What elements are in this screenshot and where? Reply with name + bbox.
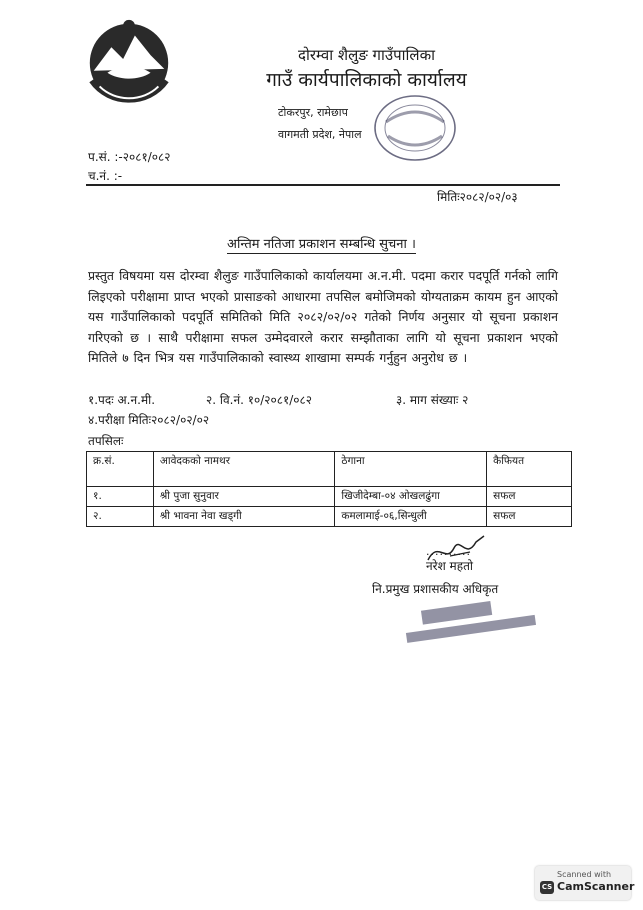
cell-serial: २. — [87, 507, 154, 527]
cell-remarks: सफल — [487, 487, 572, 507]
table-label: तपसिलः — [88, 434, 124, 448]
detail-post: १.पदः अ.न.मी. — [88, 393, 156, 407]
signatory-title: नि.प्रमुख प्रशासकीय अधिकृत — [372, 582, 499, 596]
cell-remarks: सफल — [487, 507, 572, 527]
cell-address: खिजीदेम्बा-०४ ओखलढुंगा — [335, 487, 487, 507]
table-row — [87, 507, 572, 527]
detail-demand-count: ३. माग संख्याः २ — [396, 393, 469, 407]
address-line-2: वागमती प्रदेश, नेपाल — [278, 128, 362, 141]
detail-advert-number: २. वि.नं. १०/२०८१/०८२ — [206, 393, 312, 407]
table-header-row — [87, 452, 572, 487]
scanned-with-caption: Scanned with — [557, 870, 612, 879]
notice-subject-text: अन्तिम नतिजा प्रकाशन सम्बन्धि सुचना । — [227, 237, 416, 252]
table-row — [87, 487, 572, 507]
results-table — [86, 451, 572, 527]
camscanner-name: CamScanner — [557, 880, 635, 893]
cell-applicant-name: श्री पुजा सुनुवार — [153, 487, 334, 507]
header-address: ठेगाना — [335, 452, 487, 487]
notice-body: प्रस्तुत विषयमा यस दोरम्वा शैलुङ गाउँपालिकाको कार्यालयमा अ.न.मी. पदमा करार पदपूर्ति गर्नको लागि लिइएको परीक्षामा प्राप्त भएको प्रासाङको आधारमा तपसिल बमोजिमको योग्यताक्रम कायम हुन आएको यस गाउँपालिकाको पदपूर्ति समितिको मिति २०८२/०२/०२ गतेको निर्णय अनुसार यो सूचना प्रकाशन गरिएको छ । साथै परीक्षामा सफल उम्मेदवारले करार सम्झौताका लागि यो सूचना प्रकाशन भएको मितिले ७ दिन भित्र यस गाउँपालिकाको स्वास्थ्य शाखामा सम्पर्क गर्नुहुन अनुरोध छ । — [88, 268, 558, 365]
camscanner-watermark — [535, 866, 635, 900]
officer-rubber-stamp — [395, 596, 545, 648]
header-divider — [86, 184, 560, 186]
header-applicant-name: आवेदकको नामथर — [153, 452, 334, 487]
address-line-1: टोकरपुर, रामेछाप — [278, 106, 348, 119]
cell-address: कमलामाई-०६,सिन्धुली — [335, 507, 487, 527]
cell-serial: १. — [87, 487, 154, 507]
office-subtitle: गाउँ कार्यपालिकाको कार्यालय — [266, 69, 467, 91]
office-name: दोरम्वा शैलुङ गाउँपालिका — [298, 46, 435, 64]
signature-dots: .......... — [426, 545, 471, 558]
office-seal-stamp — [372, 92, 458, 164]
header-remarks: कैफियत — [487, 452, 572, 487]
camscanner-logo-icon: CS — [540, 881, 554, 894]
notice-subject — [0, 234, 643, 252]
cell-applicant-name: श्री भावना नेवा खड्गी — [153, 507, 334, 527]
header-serial: क्र.सं. — [87, 452, 154, 487]
dispatch-number: च.नं. :- — [88, 169, 123, 183]
detail-exam-date: ४.परीक्षा मितिः२०८२/०२/०२ — [88, 413, 210, 427]
signatory-name: नरेश महतो — [426, 559, 474, 573]
notice-date: मितिः२०८२/०२/०३ — [437, 190, 518, 204]
letter-number: प.सं. :-२०८१/०८२ — [88, 150, 171, 164]
